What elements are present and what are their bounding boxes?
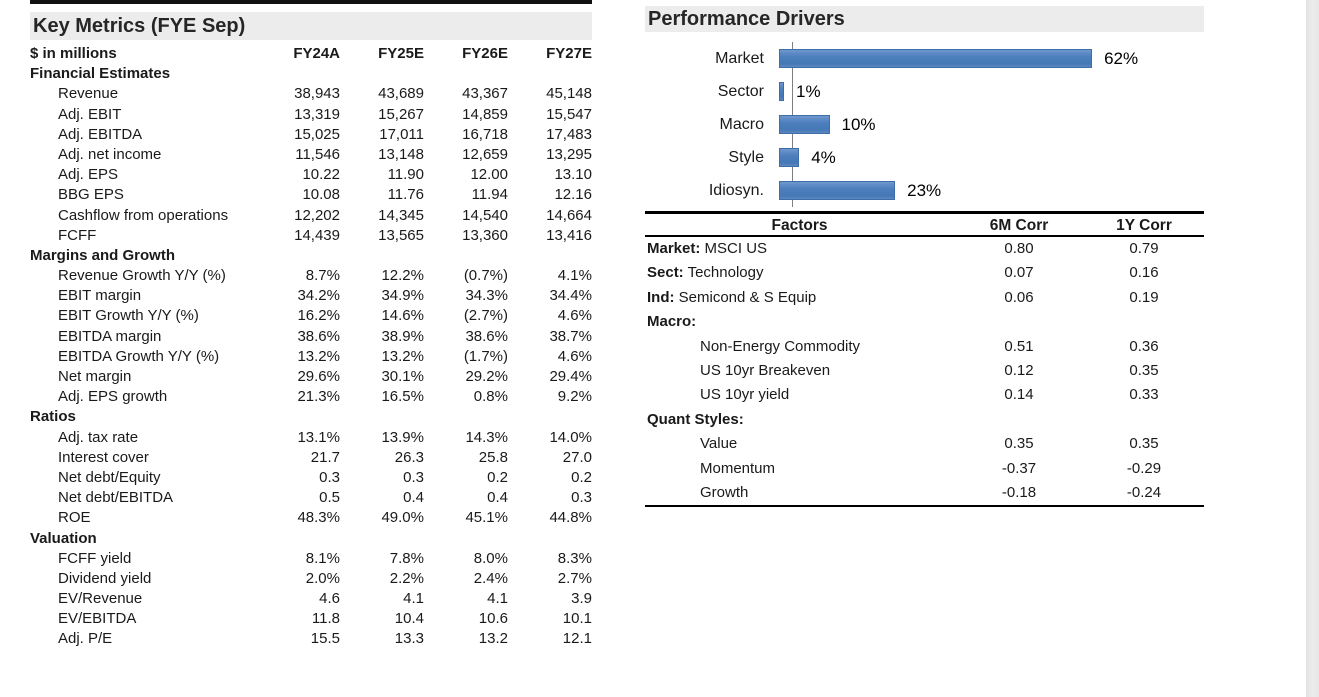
factor-row: [645, 286, 1204, 310]
metric-value: 10.1: [562, 610, 592, 628]
metric-value: 7.8%: [389, 549, 424, 567]
metric-label: EBITDA margin: [58, 327, 162, 345]
factor-label: Momentum: [700, 459, 776, 477]
metric-row: [30, 609, 592, 629]
metric-value: 34.9%: [381, 287, 424, 305]
factor-6m-corr-value: 0.80: [1004, 240, 1034, 257]
metric-value: 0.4: [403, 489, 424, 507]
metric-value: 45,148: [546, 85, 592, 103]
metric-row: [30, 347, 592, 367]
section-header-label: Ratios: [30, 408, 76, 426]
metric-row: [30, 105, 592, 125]
metric-label: EV/Revenue: [58, 590, 143, 608]
metric-value: 10.6: [478, 610, 508, 628]
metric-value: 15,025: [294, 125, 340, 143]
column-header-fy27e: FY27E: [546, 45, 592, 62]
metric-value: 10.22: [302, 166, 340, 184]
metric-value: 11,546: [295, 145, 340, 163]
metric-row: [30, 508, 592, 528]
metric-value: 14.3%: [465, 428, 508, 446]
factor-6m-corr-value: -0.37: [1001, 459, 1037, 477]
metric-value: 34.4%: [549, 287, 592, 305]
chart-row: [645, 174, 1204, 207]
factor-6m-corr-value: 0.14: [1004, 386, 1034, 404]
metric-label: Interest cover: [58, 448, 149, 466]
metric-value: 13,360: [462, 226, 508, 244]
factor-6m-corr-value: [954, 408, 1084, 432]
metric-value: 13,295: [546, 145, 592, 163]
metric-row: [30, 286, 592, 306]
metric-value: 0.3: [403, 468, 424, 486]
metric-value: 48.3%: [297, 509, 340, 527]
factor-6m-corr-value: 0.06: [1004, 288, 1034, 306]
factor-label: Non-Energy Commodity: [700, 337, 861, 355]
factor-label: Growth: [700, 483, 749, 501]
metric-value: 2.4%: [473, 569, 508, 587]
section-row: [30, 407, 592, 427]
metric-row: [30, 569, 592, 589]
metric-value: 13.2%: [297, 347, 340, 365]
metric-row: [30, 266, 592, 286]
metric-row: [30, 185, 592, 205]
chart-category-label: Market: [715, 49, 764, 67]
top-divider-rule: [30, 0, 592, 4]
metric-value: 12.2%: [381, 267, 424, 285]
metric-value: 45.1%: [465, 509, 508, 527]
factor-1y-corr-value: 0.79: [1129, 240, 1159, 257]
metric-value: 4.6: [319, 590, 340, 608]
factor-row: [645, 457, 1204, 481]
metric-value: 27.0: [562, 448, 592, 466]
factor-1y-corr-value: -0.24: [1126, 483, 1162, 501]
performance-drivers-title: Performance Drivers: [645, 6, 1204, 32]
metric-value: 14,345: [378, 206, 424, 224]
metric-value: (1.7%): [463, 347, 508, 365]
metric-value: 0.3: [571, 489, 592, 507]
metric-value: 0.2: [571, 468, 592, 486]
metric-value: 4.1: [487, 590, 508, 608]
factor-label: US 10yr yield: [700, 386, 790, 404]
metric-row: [30, 428, 592, 448]
factor-label: Ind: Semicond & S Equip: [647, 288, 817, 306]
metric-label: FCFF: [58, 226, 97, 244]
key-metrics-title: Key Metrics (FYE Sep): [30, 12, 592, 40]
metric-label: FCFF yield: [58, 549, 132, 567]
metric-value: 0.4: [487, 489, 508, 507]
metric-value: 11.90: [387, 166, 424, 184]
metric-value: 2.7%: [557, 569, 592, 587]
metric-value: 29.4%: [549, 368, 592, 385]
key-metrics-table: [30, 44, 592, 650]
metric-row: [30, 125, 592, 145]
factor-1y-corr-value: 0.35: [1129, 435, 1159, 453]
metric-label: Net debt/EBITDA: [58, 489, 174, 507]
chart-value-label: 62%: [1104, 48, 1139, 68]
factor-row: [645, 261, 1204, 285]
metric-label: Adj. P/E: [58, 630, 113, 648]
factor-row: [645, 310, 1204, 334]
metric-row: [30, 468, 592, 488]
metric-value: 30.1%: [381, 368, 424, 385]
metric-value: 38.9%: [381, 327, 424, 345]
metric-row: [30, 448, 592, 468]
factor-6m-corr-value: 0.35: [1004, 435, 1034, 453]
metric-value: 8.7%: [305, 267, 340, 285]
performance-drivers-panel: [645, 6, 1204, 507]
metric-value: 14,540: [462, 206, 508, 224]
chart-value-label: 10%: [841, 114, 876, 134]
factors-table: [645, 211, 1204, 507]
factors-header-6m-corr: 6M Corr: [989, 217, 1049, 234]
metric-value: 16.2%: [297, 307, 340, 325]
factor-6m-corr-value: 0.12: [1004, 361, 1034, 379]
metric-label: EBITDA Growth Y/Y (%): [58, 347, 220, 365]
factor-category-prefix: Ind:: [647, 288, 675, 306]
section-header-label: Valuation: [30, 529, 97, 547]
metric-value: 38.6%: [465, 327, 508, 345]
metric-label: ROE: [58, 509, 91, 527]
metric-value: 0.8%: [473, 388, 508, 406]
metric-label: EV/EBITDA: [58, 610, 137, 628]
factor-label: Sect: Technology: [647, 264, 764, 282]
metric-value: 14.6%: [381, 307, 424, 325]
metric-value: 15.5: [310, 630, 340, 648]
section-row: [30, 64, 592, 84]
column-header-fy26e: FY26E: [462, 45, 508, 62]
metric-value: 4.1: [403, 590, 424, 608]
chart-row: [645, 75, 1204, 108]
metric-value: 4.6%: [557, 347, 592, 365]
metric-value: 13,416: [546, 226, 592, 244]
metric-row: [30, 165, 592, 185]
metric-value: 13,565: [378, 226, 424, 244]
factor-label: Value: [700, 435, 738, 453]
page-edge-strip: [1306, 0, 1319, 697]
factors-body: [645, 237, 1204, 505]
metric-value: 13.10: [554, 166, 592, 184]
metric-value: 13,148: [378, 145, 424, 163]
factor-1y-corr-value: [1084, 408, 1204, 432]
section-header-label: Financial Estimates: [30, 65, 171, 83]
chart-row: [645, 42, 1204, 75]
metric-label: Net debt/Equity: [58, 468, 161, 486]
metric-row: [30, 549, 592, 569]
metric-value: 17,483: [546, 125, 592, 143]
metric-label: Adj. EBIT: [58, 105, 122, 123]
metric-label: Revenue: [58, 85, 119, 103]
factor-1y-corr-value: 0.35: [1129, 361, 1159, 379]
metric-value: 49.0%: [381, 509, 424, 527]
metric-value: 13.2: [478, 630, 508, 648]
metric-value: 12.1: [562, 630, 592, 648]
metric-value: 13.2%: [381, 347, 424, 365]
metric-row: [30, 84, 592, 104]
factor-row: [645, 237, 1204, 261]
metric-value: 14.0%: [549, 428, 592, 446]
metric-value: 8.1%: [305, 549, 340, 567]
factor-1y-corr-value: 0.33: [1129, 386, 1159, 404]
factors-header-row: [645, 211, 1204, 237]
factor-category-prefix: Sect:: [647, 264, 684, 282]
metric-label: Net margin: [58, 368, 132, 385]
metric-label: Revenue Growth Y/Y (%): [58, 267, 226, 285]
metric-value: 4.1%: [557, 267, 592, 285]
factor-category-prefix: Quant Styles:: [647, 410, 744, 428]
metric-value: 15,267: [378, 105, 424, 123]
factor-row: [645, 359, 1204, 383]
metric-value: (0.7%): [463, 267, 508, 285]
metric-row: [30, 306, 592, 326]
factor-1y-corr-value: -0.29: [1126, 459, 1162, 477]
factors-header-1y-corr: 1Y Corr: [1116, 217, 1172, 234]
metric-label: Cashflow from operations: [58, 206, 229, 224]
factor-6m-corr-value: 0.07: [1004, 264, 1034, 282]
factor-category-prefix: Market:: [647, 240, 701, 257]
metric-row: [30, 327, 592, 347]
factor-6m-corr-value: [954, 310, 1084, 334]
column-header-fy25e: FY25E: [378, 45, 424, 62]
chart-bar: [779, 148, 799, 167]
chart-bar: [779, 181, 895, 200]
metric-value: 8.3%: [557, 549, 592, 567]
metric-value: 0.2: [487, 468, 508, 486]
metric-value: 29.2%: [465, 368, 508, 385]
factor-1y-corr-value: 0.36: [1129, 337, 1159, 355]
metric-row: [30, 387, 592, 407]
section-row: [30, 529, 592, 549]
section-row: [30, 246, 592, 266]
metric-value: 11.94: [471, 186, 508, 204]
metric-value: 12.00: [470, 166, 508, 184]
chart-value-label: 23%: [907, 180, 942, 200]
metric-value: 0.5: [319, 489, 340, 507]
metric-value: 11.8: [311, 610, 340, 628]
metric-row: [30, 488, 592, 508]
chart-category-label: Style: [728, 148, 764, 166]
chart-row: [645, 108, 1204, 141]
metric-value: 10.4: [394, 610, 424, 628]
metrics-header-row: [30, 44, 592, 64]
key-metrics-panel: [30, 0, 592, 650]
factor-1y-corr-value: 0.16: [1129, 264, 1159, 282]
metric-value: 25.8: [478, 448, 508, 466]
factor-category-prefix: Macro:: [647, 313, 697, 331]
factor-6m-corr-value: 0.51: [1004, 337, 1034, 355]
metric-value: 2.0%: [305, 569, 340, 587]
performance-drivers-bar-chart: [645, 42, 1204, 207]
metric-value: 34.2%: [297, 287, 340, 305]
chart-bar: [779, 82, 784, 101]
chart-value-label: 1%: [796, 81, 821, 101]
metric-value: 12,659: [462, 145, 508, 163]
section-header-label: Margins and Growth: [30, 246, 176, 264]
metrics-body: [30, 64, 592, 649]
metric-row: [30, 367, 592, 387]
metric-value: 14,439: [294, 226, 340, 244]
column-header-fy24a: FY24A: [293, 45, 340, 62]
metric-value: 8.0%: [473, 549, 508, 567]
metric-label: Adj. net income: [58, 145, 162, 163]
metric-value: 34.3%: [465, 287, 508, 305]
factor-row: [645, 408, 1204, 432]
metric-value: 38,943: [294, 85, 340, 103]
factor-label: [645, 310, 954, 334]
factor-6m-corr-value: -0.18: [1001, 483, 1037, 501]
metric-value: 13,319: [294, 105, 340, 123]
metric-value: 21.3%: [297, 388, 340, 406]
metric-value: 9.2%: [557, 388, 592, 406]
metric-label: Dividend yield: [58, 569, 152, 587]
metric-value: 43,367: [462, 85, 508, 103]
metric-value: 13.3: [394, 630, 424, 648]
metric-value: 38.7%: [549, 327, 592, 345]
metric-value: 10.08: [302, 186, 340, 204]
factor-label: US 10yr Breakeven: [700, 361, 831, 379]
metric-row: [30, 206, 592, 226]
factor-row: [645, 383, 1204, 407]
metric-label: Adj. tax rate: [58, 428, 139, 446]
factor-1y-corr-value: 0.19: [1129, 288, 1159, 306]
metric-value: 12.16: [554, 186, 592, 204]
metric-label: EBIT margin: [58, 287, 142, 305]
metric-value: 17,011: [379, 125, 424, 143]
chart-row: [645, 141, 1204, 174]
factor-row: [645, 432, 1204, 456]
metric-label: BBG EPS: [58, 186, 124, 204]
metric-value: 13.9%: [381, 428, 424, 446]
metric-value: 29.6%: [297, 368, 340, 385]
metric-value: (2.7%): [463, 307, 508, 325]
metric-value: 16,718: [462, 125, 508, 143]
metric-value: 13.1%: [297, 428, 340, 446]
factor-label: Market: MSCI US: [647, 240, 768, 257]
chart-category-label: Macro: [719, 115, 764, 133]
metric-row: [30, 629, 592, 649]
chart-value-label: 4%: [811, 147, 836, 167]
factor-1y-corr-value: [1084, 310, 1204, 334]
metric-value: 14,664: [546, 206, 592, 224]
metric-label: Adj. EPS: [58, 166, 119, 184]
metric-value: 3.9: [571, 590, 592, 608]
metric-value: 21.7: [310, 448, 340, 466]
metric-value: 26.3: [394, 448, 424, 466]
metric-row: [30, 226, 592, 246]
metric-row: [30, 145, 592, 165]
metric-value: 4.6%: [557, 307, 592, 325]
chart-category-label: Sector: [717, 82, 764, 100]
metric-value: 44.8%: [549, 509, 592, 527]
unit-label: $ in millions: [30, 45, 117, 62]
metric-row: [30, 589, 592, 609]
metric-label: EBIT Growth Y/Y (%): [58, 307, 199, 325]
metric-label: Adj. EPS growth: [58, 388, 168, 406]
metric-label: Adj. EBITDA: [58, 125, 143, 143]
factor-row: [645, 481, 1204, 505]
metric-value: 15,547: [546, 105, 592, 123]
metric-value: 11.76: [387, 186, 424, 204]
metric-value: 2.2%: [389, 569, 424, 587]
metric-value: 12,202: [294, 206, 340, 224]
chart-bar: [779, 115, 830, 134]
metric-value: 38.6%: [297, 327, 340, 345]
factor-label: [645, 408, 954, 432]
metric-value: 43,689: [378, 85, 424, 103]
factors-header-label: Factors: [771, 217, 828, 234]
chart-category-label: Idiosyn.: [708, 181, 764, 199]
factor-row: [645, 335, 1204, 359]
metric-value: 0.3: [319, 468, 340, 486]
chart-bar: [779, 49, 1092, 68]
metric-value: 16.5%: [381, 388, 424, 406]
metric-value: 14,859: [462, 105, 508, 123]
